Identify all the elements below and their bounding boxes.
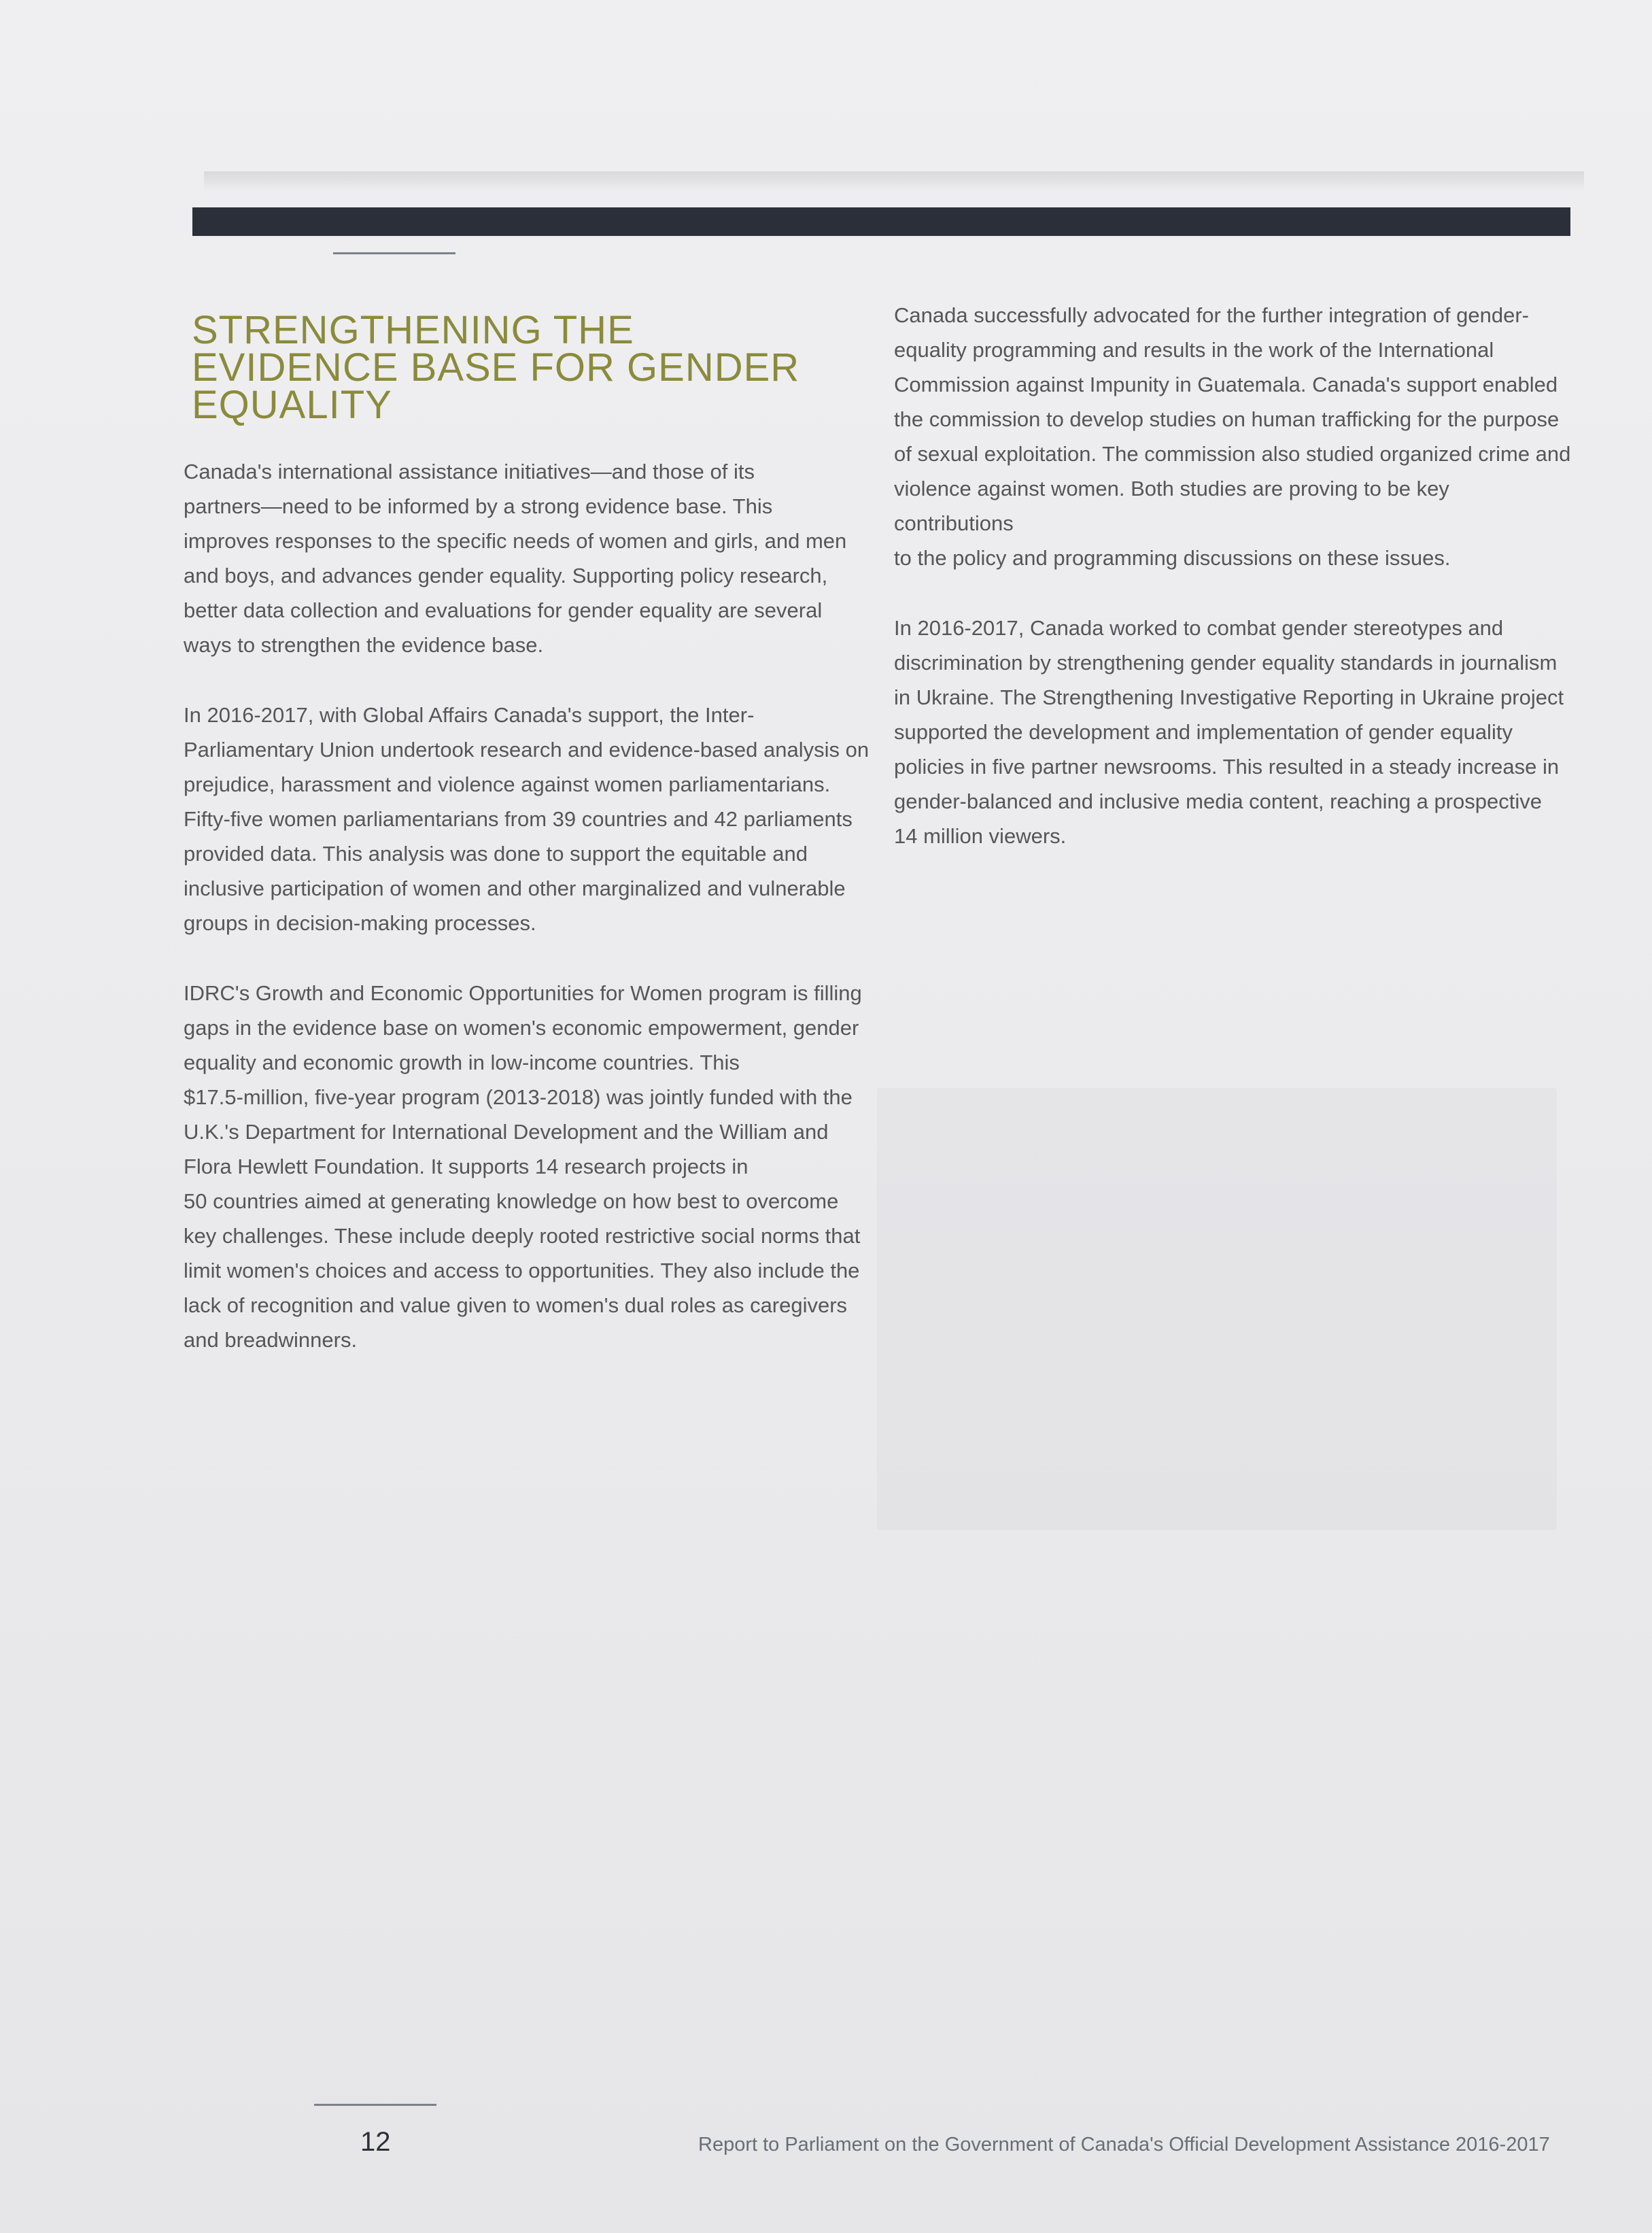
- section-heading: STRENGTHENING THE EVIDENCE BASE FOR GENDER EQUALITY: [192, 308, 800, 427]
- header-bar: [192, 207, 1570, 236]
- paragraph: Canada's international assistance initiatives—and those of its partners—need to be informed by a strong evidence base. This improves responses to the specific needs of women and girls, and men and boys, and advances gender equality. Supporting policy research, better data collection and evaluations for gender equality are several ways to strengthen the evidence base.: [184, 460, 847, 657]
- left-column: [184, 454, 870, 1393]
- page-number: 12: [360, 2127, 391, 2157]
- bleed-through-shadow: [204, 171, 1584, 192]
- footer-rule: [314, 2104, 436, 2106]
- bleed-through-image: [877, 1088, 1557, 1530]
- right-column: [894, 298, 1574, 889]
- paragraph: IDRC's Growth and Economic Opportunities for Women program is filling gaps in the evidence base on women's economic empowerment, gender equality and economic growth in low-income countries. This $17.5-million, five-year program (2013-2018) was jointly funded with the U.K.'s Department for International Development and the William and Flora Hewlett Foundation. It supports 14 research projects in 50 countries aimed at generating knowledge on how best to overcome key challenges. These include deeply rooted restrictive social norms that limit women's choices and access to opportunities. They also include the lack of recognition and value given to women's dual roles as caregivers and breadwinners.: [184, 981, 862, 1352]
- paragraph: In 2016-2017, with Global Affairs Canada's support, the Inter- Parliamentary Union undertook research and evidence-based analysis on prejudice, harassment and violence against women parliamentarians. Fifty-five women parliamentarians from 39 countries and 42 parliaments provided data. This analysis was done to support the equitable and inclusive participation of women and other marginalized and vulnerable groups in decision-making processes.: [184, 703, 870, 935]
- paragraph: Canada successfully advocated for the further integration of gender- equality programming and results in the work of the International Commission against Impunity in Guatemala. Canada's support enabled the commission to develop studies on human trafficking for the purpose of sexual exploitation. The commission also studied organized crime and violence against women. Both studies are proving to be key contributions to the policy and programming discussions on these issues.: [894, 303, 1571, 570]
- paragraph: In 2016-2017, Canada worked to combat gender stereotypes and discrimination by strengthening gender equality standards in journalism in Ukraine. The Strengthening Investigative Reporting in Ukraine project supported the development and implementation of gender equality policies in five partner newsrooms. This resulted in a steady increase in gender-balanced and inclusive media content, reaching a prospective 14 million viewers.: [894, 616, 1564, 848]
- running-footer: Report to Parliament on the Government of Canada's Official Development Assistance 2016-2017: [698, 2134, 1550, 2155]
- section-rule: [333, 252, 455, 254]
